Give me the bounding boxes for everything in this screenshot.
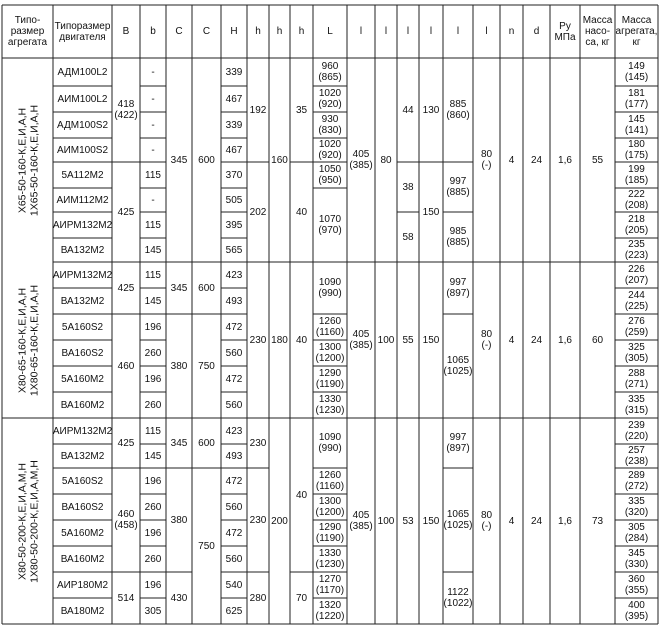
table-cell: 423 [225, 425, 243, 437]
table-cell: 80 (-) [480, 510, 493, 532]
table-cell: 1090 (990) [318, 432, 342, 454]
header-cell: l [429, 26, 433, 37]
table-cell: 467 [225, 144, 243, 156]
header-cell: Масса агрегата, кг [615, 15, 658, 48]
motor-cell: ВА160М2 [60, 553, 105, 565]
header-cell: l [384, 26, 388, 37]
table-cell: 196 [144, 475, 162, 487]
table-cell: 985 (885) [446, 226, 470, 248]
header-cell: Ру МПа [554, 20, 576, 43]
table-cell: 600 [198, 154, 215, 166]
table-cell: 230 [249, 514, 267, 526]
table-cell: 472 [225, 321, 243, 333]
table-cell: 53 [402, 515, 414, 527]
table-cell: 345 [170, 437, 188, 449]
motor-cell: АДМ100S2 [56, 119, 109, 131]
header-cell: L [327, 26, 333, 37]
table-cell: 196 [144, 579, 162, 591]
table-cell: 1065 (1025) [443, 509, 473, 531]
motor-cell: ВА180М2 [60, 605, 105, 617]
mass-cell: 180 (175) [624, 139, 649, 161]
header-cell: l [456, 26, 460, 37]
table-cell: - [151, 66, 155, 78]
table-cell: 150 [422, 334, 440, 346]
motor-cell: АДМ100L2 [57, 66, 108, 78]
table-cell: 1270 (1170) [315, 574, 345, 596]
mass-cell: 145 (141) [624, 114, 649, 136]
mass-cell: 335 (315) [624, 394, 649, 416]
table-cell: 38 [402, 181, 414, 193]
table-cell: 100 [377, 334, 395, 346]
table-cell: 1,6 [558, 334, 572, 346]
table-cell: - [151, 119, 155, 131]
table-cell: 1290 (1190) [315, 368, 345, 390]
table-cell: 425 [117, 437, 135, 449]
table-cell: 130 [422, 104, 440, 116]
table-cell: 930 (830) [318, 114, 342, 136]
unit-type-label: Х65-50-160-К,Е,И,А,Н 1Х65-50-160-К,Е,И,А,Н [15, 104, 40, 216]
table-cell: 80 (-) [480, 149, 493, 171]
motor-cell: 5А160М2 [61, 527, 104, 539]
header-cell: l [359, 26, 363, 37]
table-cell: 80 (-) [480, 329, 493, 351]
motor-cell: АИРМ132М2 [52, 425, 113, 437]
table-cell: 425 [117, 282, 135, 294]
table-cell: 115 [145, 425, 161, 437]
table-cell: 1122 (1022) [443, 587, 473, 609]
table-cell: 100 [377, 515, 395, 527]
table-cell: 73 [591, 515, 604, 527]
motor-cell: АИМ100S2 [56, 144, 109, 156]
table-cell: 565 [225, 244, 243, 256]
header-cell: l [406, 26, 410, 37]
table-cell: 40 [295, 334, 308, 346]
table-cell: 380 [170, 514, 188, 526]
table-cell: - [151, 93, 155, 105]
header-cell: C [202, 26, 211, 37]
mass-cell: 288 (271) [624, 368, 649, 390]
mass-cell: 289 (272) [624, 470, 649, 492]
mass-cell: 239 (220) [624, 420, 649, 442]
table-cell: 339 [225, 66, 243, 78]
table-cell: 750 [198, 360, 215, 372]
table-cell: 418 (422) [114, 99, 138, 121]
table-cell: 1065 (1025) [443, 355, 473, 377]
table-cell: 150 [422, 206, 440, 218]
table-cell: 1070 (970) [318, 214, 342, 236]
table-cell: 1320 (1220) [315, 600, 345, 622]
table-cell: - [151, 144, 155, 156]
table-cell: 160 [271, 154, 288, 166]
motor-cell: ВА132М2 [60, 244, 105, 256]
header-cell: n [508, 26, 515, 37]
motor-cell: АИРМ132М2 [52, 269, 113, 281]
motor-cell: 5А160S2 [61, 321, 104, 333]
table-cell: 44 [402, 104, 414, 116]
table-cell: 395 [225, 219, 243, 231]
motor-cell: АИР180М2 [56, 579, 109, 591]
table-cell: 24 [530, 154, 543, 166]
table-cell: 305 [144, 605, 162, 617]
header-cell: h [298, 26, 305, 37]
mass-cell: 226 (207) [624, 264, 649, 286]
table-cell: 345 [170, 154, 188, 166]
motor-cell: ВА132М2 [60, 450, 105, 462]
table-cell: 960 (865) [318, 61, 342, 83]
table-cell: 230 [249, 437, 267, 449]
header-cell: h [255, 26, 261, 37]
table-cell: 280 [249, 592, 267, 604]
table-cell: 625 [225, 605, 243, 617]
table-cell: 460 [117, 360, 135, 372]
table-cell: 1020 (920) [318, 139, 342, 161]
table-cell: 192 [249, 104, 267, 116]
table-cell: 345 [170, 282, 188, 294]
table-cell: 202 [249, 206, 267, 218]
table-cell: 1260 (1160) [315, 316, 345, 338]
mass-cell: 222 (208) [624, 189, 649, 211]
table-cell: 1300 (1200) [315, 342, 345, 364]
table-cell: 430 [170, 592, 188, 604]
motor-cell: АИМ112М2 [56, 194, 109, 206]
table-cell: 997 (885) [446, 176, 470, 198]
table-cell: 460 (458) [114, 509, 138, 531]
motor-cell: ВА160М2 [60, 399, 105, 411]
table-cell: 115 [145, 169, 161, 181]
table-cell: 260 [144, 553, 162, 565]
table-cell: 425 [117, 206, 135, 218]
motor-cell: 5А160S2 [61, 475, 104, 487]
table-cell: 1020 (920) [318, 88, 342, 110]
table-cell: 40 [295, 206, 308, 218]
table-cell: 472 [225, 373, 243, 385]
mass-cell: 400 (395) [624, 600, 649, 622]
mass-cell: 305 (284) [624, 522, 649, 544]
table-cell: 180 [271, 334, 288, 346]
header-cell: Типоразмер двигателя [54, 20, 111, 43]
mass-cell: 276 (259) [624, 316, 649, 338]
header-cell: l [485, 26, 488, 37]
table-cell: 4 [508, 515, 515, 527]
table-cell: 80 [380, 154, 392, 166]
motor-cell: АИРМ132М2 [52, 219, 113, 231]
table-cell: 196 [144, 373, 162, 385]
table-cell: 145 [144, 450, 162, 462]
table-cell: 467 [225, 93, 243, 105]
table-cell: 560 [225, 553, 243, 565]
table-cell: 1330 (1230) [315, 394, 345, 416]
motor-cell: ВА132М2 [60, 295, 105, 307]
table-cell: 423 [225, 269, 243, 281]
table-cell: 145 [144, 295, 162, 307]
motor-cell: ВА160S2 [61, 501, 104, 513]
table-cell: 196 [144, 527, 162, 539]
mass-cell: 360 (355) [624, 574, 649, 596]
table-cell: 115 [145, 269, 161, 281]
table-cell: 370 [225, 169, 243, 181]
motor-cell: 5А112М2 [61, 169, 104, 181]
table-cell: 380 [170, 360, 188, 372]
table-cell: 1300 (1200) [315, 496, 345, 518]
table-cell: 260 [144, 347, 162, 359]
table-cell: 600 [198, 282, 215, 294]
header-cell: C [175, 26, 183, 37]
table-cell: 260 [144, 501, 162, 513]
table-cell: 4 [508, 334, 515, 346]
table-cell: 1050 (950) [318, 164, 342, 186]
header-cell: H [230, 26, 238, 37]
unit-type-label: Х80-50-200-К,Е,И,А,М,Н 1Х80-50-200-К,Е,И,А,М,Н [15, 459, 40, 583]
mass-cell: 235 (223) [624, 239, 649, 261]
mass-cell: 244 (225) [624, 290, 649, 312]
table-cell: 339 [225, 119, 243, 131]
table-cell: 145 [144, 244, 162, 256]
table-cell: 1290 (1190) [315, 522, 345, 544]
table-cell: 24 [530, 334, 543, 346]
table-cell: 405 (385) [349, 149, 373, 171]
mass-cell: 345 (330) [624, 548, 649, 570]
table-cell: 115 [145, 219, 161, 231]
table-cell: 1260 (1160) [315, 470, 345, 492]
table-cell: 1,6 [558, 515, 572, 527]
table-cell: 4 [508, 154, 515, 166]
table-cell: 885 (860) [446, 99, 470, 121]
header-cell: B [122, 26, 130, 37]
table-cell: 1090 (990) [318, 277, 342, 299]
motor-cell: ВА160S2 [61, 347, 104, 359]
mass-cell: 335 (320) [624, 496, 649, 518]
table-cell: 560 [225, 347, 243, 359]
table-cell: 493 [225, 295, 243, 307]
table-cell: 40 [295, 489, 308, 501]
table-cell: 405 (385) [349, 329, 373, 351]
table-cell: 505 [225, 194, 243, 206]
table-cell: - [151, 194, 155, 206]
table-cell: 150 [422, 515, 440, 527]
mass-cell: 149 (145) [624, 61, 649, 83]
table-cell: 70 [295, 592, 308, 604]
table-cell: 560 [225, 501, 243, 513]
table-cell: 24 [530, 515, 543, 527]
table-cell: 997 (897) [446, 277, 470, 299]
mass-cell: 218 (205) [624, 214, 649, 236]
table-cell: 1,6 [558, 154, 572, 166]
table-cell: 55 [591, 154, 604, 166]
mass-cell: 199 (185) [624, 164, 649, 186]
header-cell: d [533, 26, 540, 37]
table-cell: 540 [225, 579, 243, 591]
table-cell: 560 [225, 399, 243, 411]
mass-cell: 325 (305) [624, 342, 649, 364]
table-cell: 472 [225, 475, 243, 487]
table-cell: 58 [402, 231, 414, 243]
table-cell: 750 [198, 540, 215, 552]
table-cell: 55 [402, 334, 414, 346]
header-cell: h [276, 26, 283, 37]
table-cell: 405 (385) [349, 510, 373, 532]
table-cell: 472 [225, 527, 243, 539]
unit-type-label: Х80-65-160-К,Е,И,А,Н 1Х80-65-160-К,Е,И,А,Н [15, 284, 40, 396]
header-cell: b [150, 26, 156, 37]
table-cell: 493 [225, 450, 243, 462]
table-cell: 997 (897) [446, 432, 470, 454]
table-cell: 600 [198, 437, 215, 449]
motor-cell: АИМ100L2 [57, 93, 108, 105]
header-cell: Типо-размер агрегата [7, 15, 48, 48]
motor-cell: 5А160М2 [61, 373, 104, 385]
table-cell: 200 [271, 515, 288, 527]
table-cell: 514 [117, 592, 135, 604]
table-cell: 260 [144, 399, 162, 411]
table-cell: 1330 (1230) [315, 548, 345, 570]
table-cell: 60 [591, 334, 604, 346]
table-cell: 35 [295, 104, 308, 116]
table-cell: 230 [249, 334, 267, 346]
mass-cell: 257 (238) [624, 445, 649, 467]
header-cell: Масса насо-са, кг [582, 15, 613, 48]
mass-cell: 181 (177) [624, 88, 649, 110]
table-cell: 196 [144, 321, 162, 333]
